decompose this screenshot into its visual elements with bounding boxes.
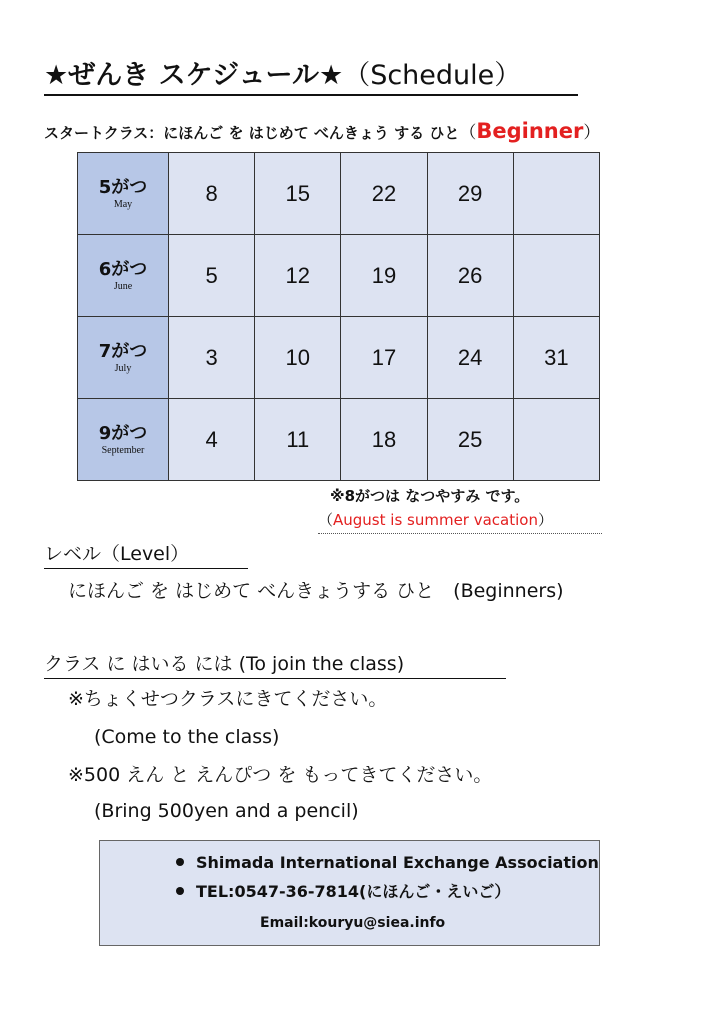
start-class-line (44, 116, 704, 146)
level-text: にほんご を はじめて べんきょうする ひと (Beginners) (68, 580, 564, 602)
month-en: September (101, 444, 145, 456)
schedule-row (78, 153, 600, 235)
month-jp: 5がつ (98, 176, 148, 198)
day-cell: 8 (169, 153, 255, 235)
day-cell: 18 (341, 399, 427, 481)
month-jp: 9がつ (98, 422, 148, 444)
contact-box (99, 840, 600, 946)
level-heading: レベル（Level） (44, 540, 248, 569)
month-cell (78, 317, 169, 399)
day-cell: 19 (341, 235, 427, 317)
month-cell (78, 399, 169, 481)
month-cell (78, 235, 169, 317)
day-cell: 5 (169, 235, 255, 317)
title-jp: ★ぜんき スケジュール★ (44, 60, 344, 91)
schedule-row (78, 235, 600, 317)
bullet-icon (176, 858, 184, 866)
day-cell: 10 (255, 317, 341, 399)
beginner-label: Beginner (476, 119, 584, 143)
day-cell: 26 (427, 235, 513, 317)
join-line-4: (Bring 500yen and a pencil) (94, 800, 359, 822)
day-cell: 12 (255, 235, 341, 317)
title-en: （Schedule） (343, 60, 522, 91)
day-cell (513, 153, 599, 235)
month-jp: 7がつ (98, 340, 148, 362)
day-cell: 31 (513, 317, 599, 399)
month-cell (78, 153, 169, 235)
summer-note-en (318, 508, 602, 534)
day-cell: 4 (169, 399, 255, 481)
day-cell (513, 235, 599, 317)
day-cell: 24 (427, 317, 513, 399)
day-cell: 3 (169, 317, 255, 399)
summer-note-en-text: August is summer vacation (333, 511, 538, 529)
contact-email: Email:kouryu@siea.info (260, 915, 446, 931)
note-paren-close: ） (537, 511, 553, 529)
month-jp: 6がつ (98, 258, 148, 280)
day-cell (513, 399, 599, 481)
day-cell: 29 (427, 153, 513, 235)
paren-open: （ (459, 123, 477, 143)
summer-note-jp: ※8がつは なつやすみ です。 (330, 487, 530, 505)
contact-tel-text: TEL:0547-36-7814(にほんご・えいご） (196, 882, 511, 901)
contact-org-text: Shimada International Exchange Association (196, 853, 599, 872)
month-en: May (113, 198, 133, 210)
contact-org (176, 852, 599, 874)
join-line-3: ※500 えん と えんぴつ を もってきてください。 (68, 764, 493, 786)
join-line-2: (Come to the class) (94, 726, 280, 748)
schedule-row (78, 399, 600, 481)
note-paren-open: （ (318, 511, 334, 529)
month-en: July (114, 362, 132, 374)
schedule-row (78, 317, 600, 399)
page-title (44, 58, 578, 96)
month-en: June (113, 280, 133, 292)
start-class-label: スタートクラス：にほんご を はじめて べんきょう する ひと (44, 124, 460, 142)
day-cell: 15 (255, 153, 341, 235)
contact-tel (176, 881, 510, 903)
day-cell: 17 (341, 317, 427, 399)
day-cell: 25 (427, 399, 513, 481)
day-cell: 22 (341, 153, 427, 235)
day-cell: 11 (255, 399, 341, 481)
join-heading: クラス に はいる には (To join the class) (44, 650, 506, 679)
join-line-1: ※ちょくせつクラスにきてください。 (68, 688, 388, 710)
schedule-table (77, 152, 600, 481)
paren-close: ） (583, 123, 601, 143)
bullet-icon (176, 887, 184, 895)
